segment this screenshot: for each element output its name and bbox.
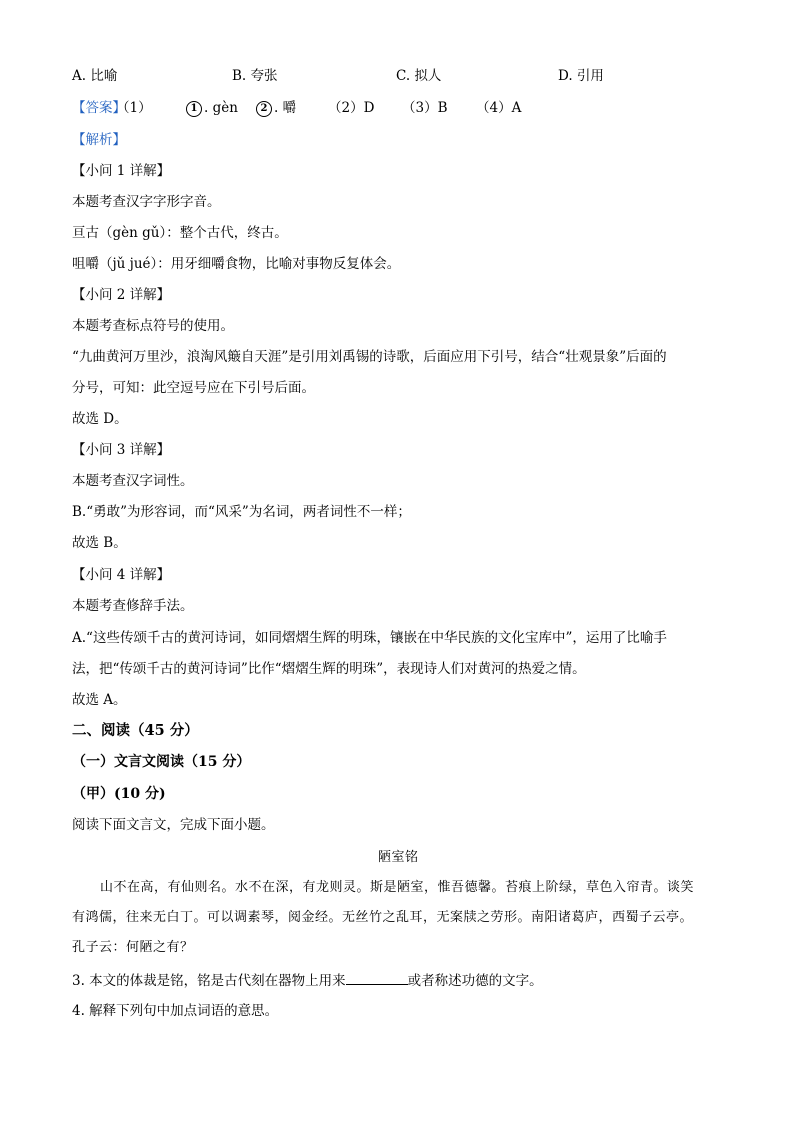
answer-q1-item2: 2 . 嚼 bbox=[256, 98, 296, 118]
analysis-tag: 【解析】 bbox=[72, 132, 126, 148]
answer-q1-item1: 1 . gèn bbox=[186, 98, 238, 118]
subq4-line1: 本题考查修辞手法。 bbox=[72, 598, 194, 614]
option-b: B. 夸张 bbox=[232, 68, 278, 84]
answer-q4: （4）A bbox=[476, 100, 522, 116]
subq2-line2: “九曲黄河万里沙，浪淘风簸自天涯”是引用刘禹锡的诗歌，后面应用下引号，结合“壮观景象”后面的 bbox=[72, 349, 667, 365]
question-4: 4. 解释下列句中加点词语的意思。 bbox=[72, 1003, 279, 1019]
answer-q3: （3）B bbox=[402, 100, 448, 116]
answer-q2: （2）D bbox=[328, 100, 375, 116]
option-a: A. 比喻 bbox=[72, 68, 118, 84]
answer-q1: （1） bbox=[116, 100, 152, 116]
answer-tag: 【答案】 bbox=[72, 100, 126, 116]
subq4-line3: 法，把“传颂千古的黄河诗词”比作“熠熠生辉的明珠”，表现诗人们对黄河的热爱之情。 bbox=[72, 661, 586, 677]
subq3-heading: 【小问 3 详解】 bbox=[72, 442, 171, 458]
subq1-line3: 咀嚼（jǔ jué）：用牙细嚼食物，比喻对事物反复体会。 bbox=[72, 256, 401, 272]
poem-line1: 山不在高，有仙则名。水不在深，有龙则灵。斯是陋室，惟吾德馨。苔痕上阶绿，草色入帘青。谈笑 bbox=[100, 880, 695, 895]
subq2-line4: 故选 D。 bbox=[72, 411, 128, 427]
subq1-heading: 【小问 1 详解】 bbox=[72, 163, 171, 179]
poem-line2: 有鸿儒，往来无白丁。可以调素琴，阅金经。无丝竹之乱耳，无案牍之劳形。南阳诸葛庐，西蜀子云亭。 bbox=[72, 910, 694, 925]
subq3-line1: 本题考查汉字词性。 bbox=[72, 473, 194, 489]
circled-number-2: 2 bbox=[256, 101, 272, 117]
subq1-line1: 本题考查汉字字形字音。 bbox=[72, 194, 221, 210]
option-d: D. 引用 bbox=[558, 68, 604, 84]
part-jia-heading: （甲）(10 分) bbox=[72, 786, 166, 802]
poem-title: 陋室铭 bbox=[378, 850, 419, 865]
reading-instruction: 阅读下面文言文，完成下面小题。 bbox=[72, 817, 275, 833]
circled-number-1: 1 bbox=[186, 101, 202, 117]
subq4-line2: A.“这些传颂千古的黄河诗词，如同熠熠生辉的明珠，镶嵌在中华民族的文化宝库中”，运用了比喻手 bbox=[72, 630, 667, 646]
subq2-line1: 本题考查标点符号的使用。 bbox=[72, 318, 234, 334]
question-3: 3. 本文的体裁是铭，铭是古代刻在器物上用来 或者称述功德的文字。 bbox=[72, 970, 543, 991]
subq2-heading: 【小问 2 详解】 bbox=[72, 287, 171, 303]
subq3-line2: B.“勇敢”为形容词，而“风采”为名词，两者词性不一样； bbox=[72, 504, 411, 520]
subsection-1-heading: （一）文言文阅读（15 分） bbox=[72, 754, 251, 770]
option-c: C. 拟人 bbox=[396, 68, 442, 84]
section-2-heading: 二、阅读（45 分） bbox=[72, 722, 199, 739]
answer-blank bbox=[346, 970, 408, 985]
subq4-line4: 故选 A。 bbox=[72, 692, 127, 708]
poem-line3: 孔子云：何陋之有？ bbox=[72, 940, 194, 955]
subq2-line3: 分号，可知：此空逗号应在下引号后面。 bbox=[72, 380, 315, 396]
subq3-line3: 故选 B。 bbox=[72, 535, 127, 551]
subq4-heading: 【小问 4 详解】 bbox=[72, 567, 171, 583]
subq1-line2: 亘古（gèn gǔ）：整个古代，终古。 bbox=[72, 225, 288, 241]
